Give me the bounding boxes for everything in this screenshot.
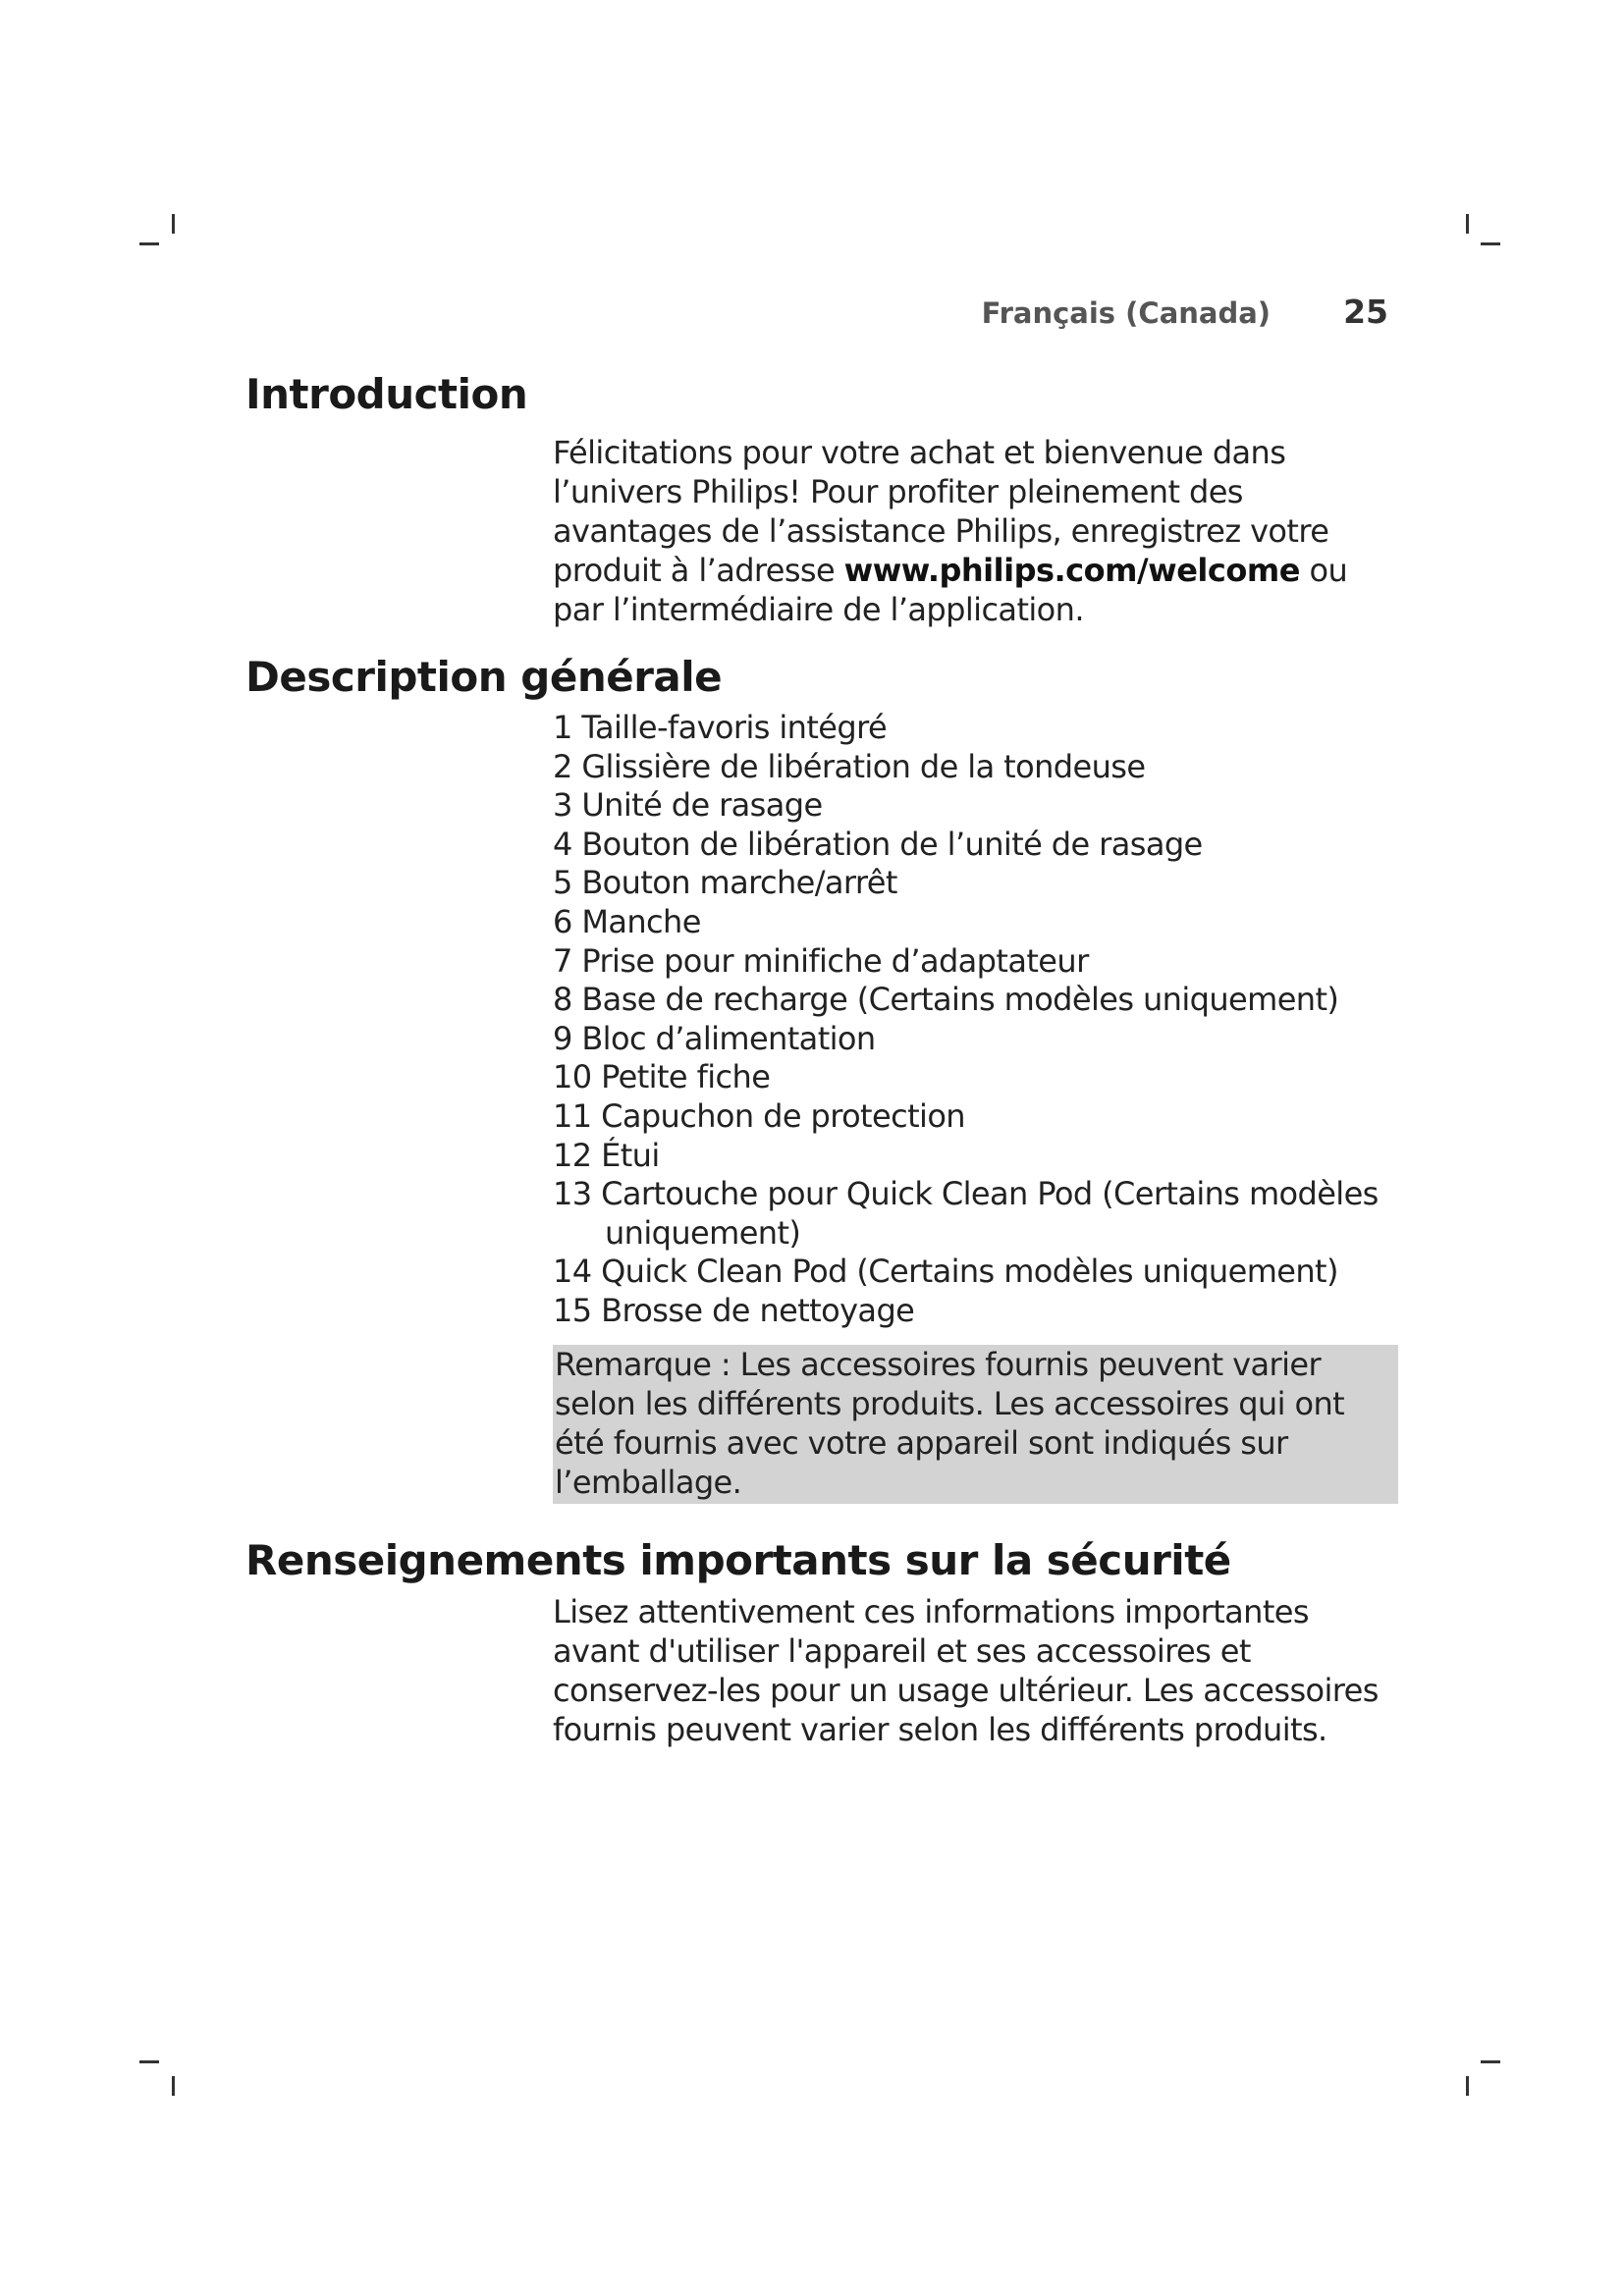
safety-body [553, 1592, 1399, 1749]
welcome-url-link[interactable]: www.philips.com/welcome [843, 552, 1300, 589]
introduction-paragraph [553, 433, 1399, 629]
introduction-text-before-url: Félicitations pour votre achat et bienvenue dans l’univers Philips! Pour profiter pleinement des avantages de l’assistance Philips, enregistrez votre produit à l’adresse [553, 434, 1329, 589]
safety-paragraph: Lisez attentivement ces informations importantes avant d'utiliser l'appareil et ses accessoires et conservez-les pour un usage ultérieur. Les accessoires fournis peuvent varier selon les différents produits. [553, 1593, 1379, 1748]
crop-mark-top-left-v [172, 214, 175, 234]
list-item: 2 Glissière de libération de la tondeuse [553, 747, 1146, 785]
list-item: 11 Capuchon de protection [553, 1096, 965, 1135]
list-item: 8 Base de recharge (Certains modèles uniquement) [553, 981, 1339, 1019]
list-item: 4 Bouton de libération de l’unité de rasage [553, 825, 1203, 863]
header-language: Français (Canada) [981, 296, 1272, 330]
crop-mark-top-left-h [139, 242, 159, 245]
list-item: 10 Petite fiche [553, 1058, 771, 1096]
crop-mark-bottom-left-h [139, 2060, 159, 2063]
list-item: 12 Étui [553, 1136, 660, 1174]
list-item: 14 Quick Clean Pod (Certains modèles uniquement) [553, 1253, 1338, 1291]
introduction-text-after-url: ou par l’intermédiaire de l’application. [553, 552, 1348, 628]
parts-list [553, 709, 1399, 1331]
crop-mark-bottom-left-v [172, 2076, 175, 2096]
crop-mark-top-right-v [1466, 214, 1469, 234]
list-item: 5 Bouton marche/arrêt [553, 864, 897, 902]
crop-mark-top-right-h [1481, 242, 1500, 245]
page-number: 25 [1343, 293, 1388, 331]
accessories-note: Remarque : Les accessoires fournis peuvent varier selon les différents produits. Les accessoires qui ont été fournis avec votre appareil sont indiqués sur l’emballage. [553, 1345, 1398, 1504]
list-item: 9 Bloc d’alimentation [553, 1019, 876, 1057]
crop-mark-bottom-right-v [1466, 2076, 1469, 2096]
safety-heading: Renseignements importants sur la sécurité [245, 1536, 1231, 1584]
list-item: 3 Unité de rasage [553, 786, 823, 825]
running-header [982, 293, 1388, 331]
list-item: 1 Taille-favoris intégré [553, 709, 888, 746]
general-description-heading: Description générale [245, 653, 723, 701]
list-item: 7 Prise pour minifiche d’adaptateur [553, 941, 1089, 980]
list-item: 6 Manche [553, 902, 701, 940]
list-item: 15 Brosse de nettoyage [553, 1291, 915, 1329]
crop-mark-bottom-right-h [1481, 2060, 1500, 2063]
introduction-body [553, 433, 1399, 629]
introduction-heading: Introduction [245, 370, 528, 418]
list-item: 13 Cartouche pour Quick Clean Pod (Certains modèles uniquement) [553, 1175, 1379, 1252]
